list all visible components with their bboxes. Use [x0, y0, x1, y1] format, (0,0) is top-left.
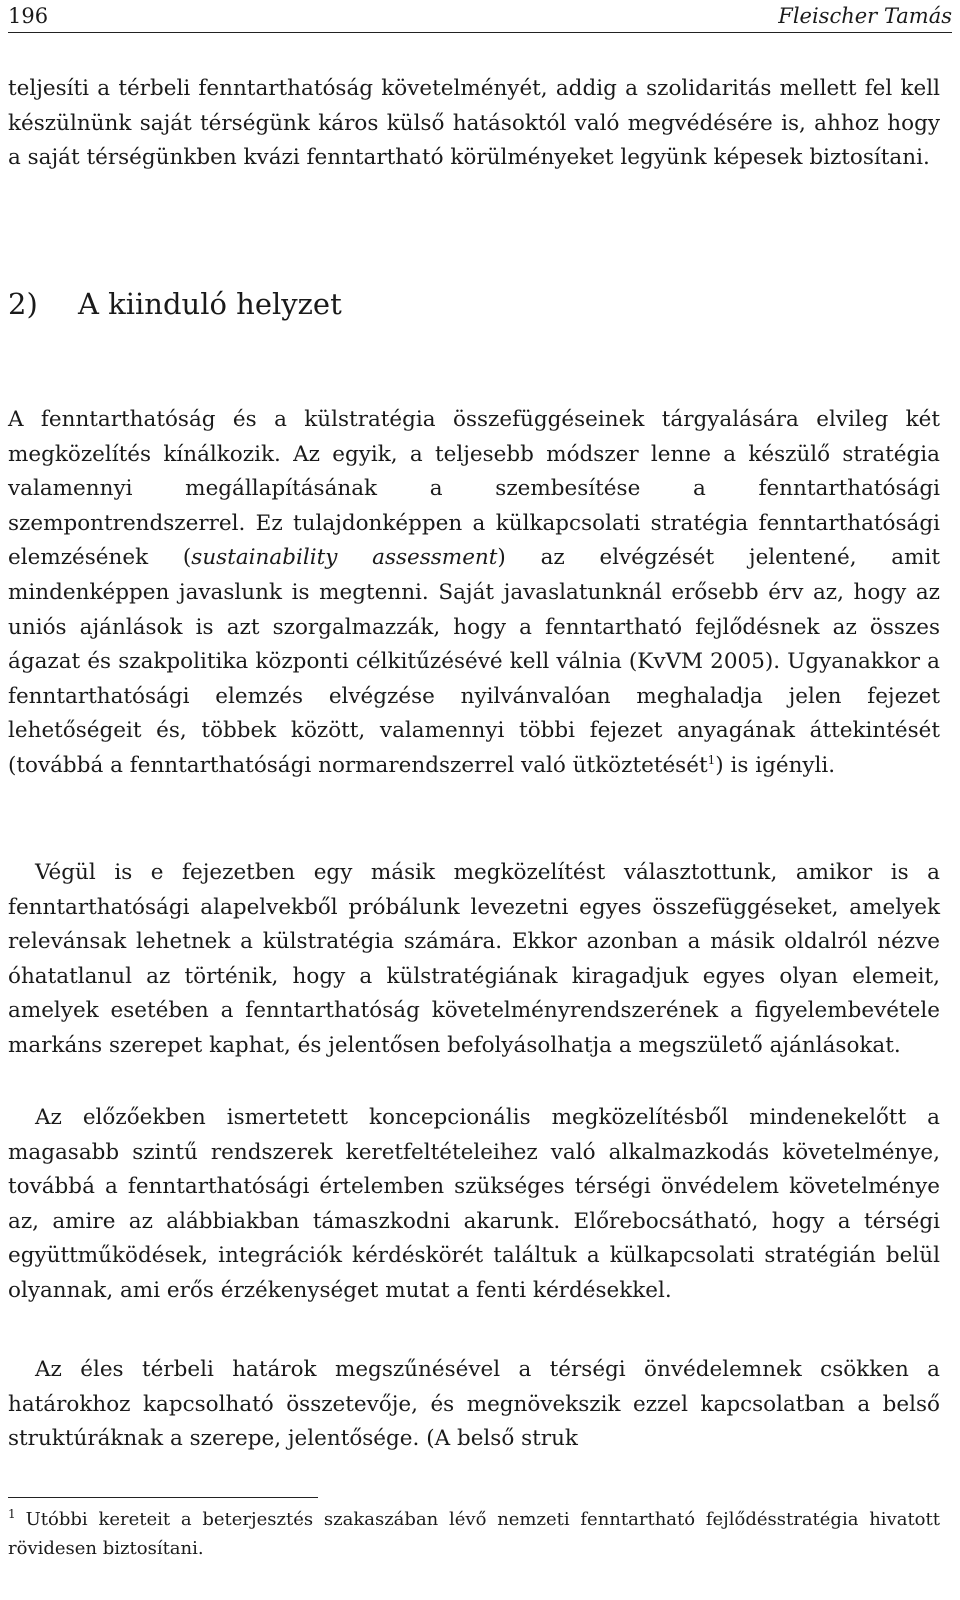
paragraph-4: Az előzőekben ismertetett koncepcionális megközelítésből mindenekelőtt a magasabb szintű rendszerek keretfeltételeihez való alkalmazkodás követelménye, továbbá a fenntarthatósági értelemben szükséges térségi önvédelem követelménye az, amire az alábbiakban támaszkodni akarunk. Előrebocsátható, hogy a térségi együttműködések, integrációk kérdéskörét találtuk a külkapcsolati stratégián belül olyannak, ami erős érzékenységet mutat a fenti kérdésekkel.: [8, 1105, 940, 1303]
footnote-separator: [8, 1497, 318, 1498]
footnote-marker: 1: [8, 1507, 16, 1521]
paragraph-5: Az éles térbeli határok megszűnésével a térségi önvédelemnek csökken a határokhoz kapcsolható összetevője, és megnövekszik ezzel kapcsolatban a belső struktúráknak a szerepe, jelentősége. (A belső struk: [8, 1357, 940, 1452]
section-heading: [8, 284, 342, 324]
footnote-reference[interactable]: 1: [707, 752, 716, 767]
page-number: 196: [8, 4, 49, 28]
footnote-text: Utóbbi kereteit a beterjesztés szakaszában lévő nemzeti fenntartható fejlődésstratégia hivatott rövidesen biztosítani.: [8, 1509, 940, 1559]
page-header: [8, 0, 952, 33]
paragraph-2-part-b: ) az elvégzését jelentené, amit mindenképpen javaslunk is megtenni. Saját javaslatunknál erősebb érv az, hogy az uniós ajánlások is azt szorgalmazzák, hogy a fenntartható fejlődésnek az összes ágazat és szakpolitika központi célkitűzésévé kell válnia (KvVM 2005). Ugyanakkor a fenntarthatósági elemzés elvégzése nyilvánvalóan meghaladja jelen fejezet lehetőségeit és, többek között, valamennyi többi fejezet anyagának áttekintését (továbbá a fenntarthatósági normarendszerrel való ütköztetését: [8, 545, 941, 778]
paragraph-2-italic-term: sustainability assessment: [191, 545, 498, 571]
paragraph-2-part-a: A fenntarthatóság és a külstratégia összefüggéseinek tárgyalására elvileg két megközelítés kínálkozik. Az egyik, a teljesebb módszer lenne a készülő stratégia valamennyi megállapításának a szembesítése a fenntarthatósági szempontrendszerrel. Ez tulajdonképpen a külkapcsolati stratégia fenntarthatósági elemzésének (: [8, 407, 940, 571]
section-number: 2): [8, 287, 38, 321]
section-title: A kiinduló helyzet: [78, 287, 342, 321]
running-head-author: Fleischer Tamás: [778, 4, 952, 28]
paragraph-2-part-c: ) is igényli.: [715, 752, 836, 778]
footnote: [8, 1505, 940, 1563]
paragraph-2: [8, 403, 940, 784]
paragraph-3: Végül is e fejezetben egy másik megközelítést választottunk, amikor is a fenntarthatósági alapelvekből próbálunk levezetni egyes összefüggéseket, amelyek relevánsak lehetnek a külstratégia számára. Ekkor azonban a másik oldalról nézve óhatatlanul az történik, hogy a külstratégiának kiragadjuk egyes olyan elemeit, amelyek esetében a fenntarthatóság követelményrendszerének a figyelembevétele markáns szerepet kaphat, és jelentősen befolyásolhatja a megszülető ajánlásokat.: [8, 860, 940, 1058]
paragraph-1: teljesíti a térbeli fenntarthatóság követelményét, addig a szolidaritás mellett fel kell készülnünk saját térségünk káros külső hatásoktól való megvédésére is, ahhoz hogy a saját térségünkben kvázi fenntartható körülményeket legyünk képesek biztosítani.: [8, 76, 940, 171]
